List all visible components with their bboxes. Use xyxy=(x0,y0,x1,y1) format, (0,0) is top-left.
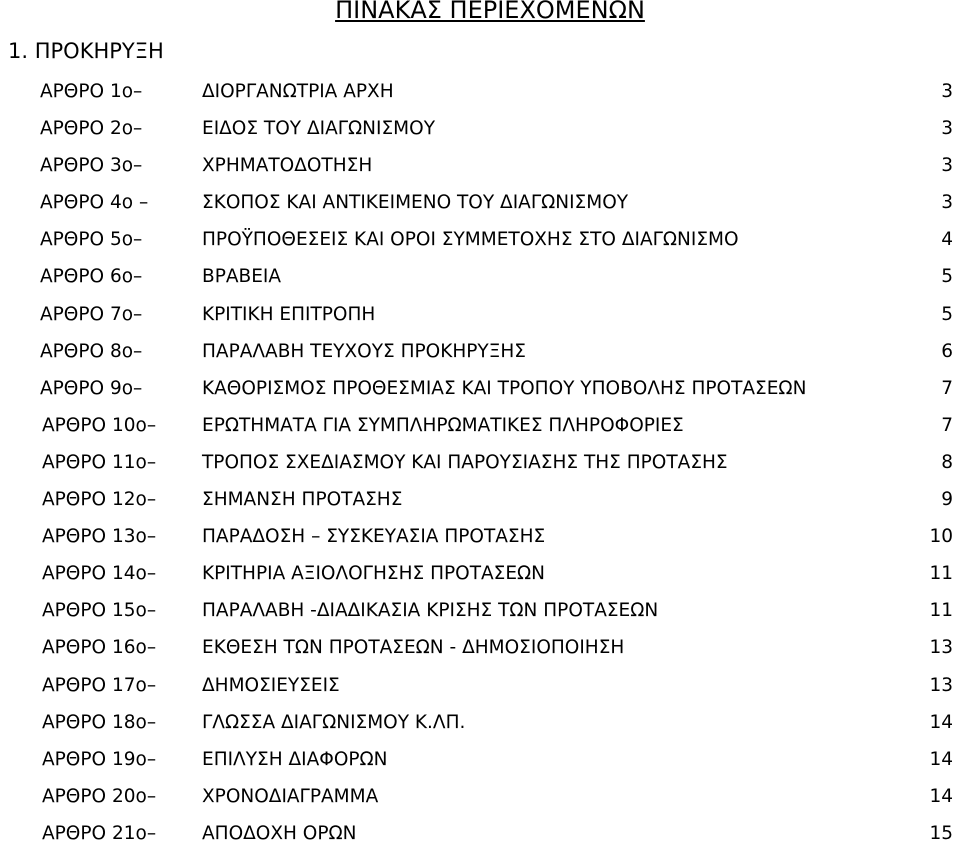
toc-article-title: ΠΑΡΑΔΟΣΗ – ΣΥΣΚΕΥΑΣΙΑ ΠΡΟΤΑΣΗΣ xyxy=(202,526,546,548)
toc-row xyxy=(0,778,960,815)
toc-article-title: ΠΡΟΫΠΟΘΕΣΕΙΣ ΚΑΙ ΟΡΟΙ ΣΥΜΜΕΤΟΧΗΣ ΣΤΟ ΔΙΑΓΩΝΙΣΜΟ xyxy=(202,229,739,251)
toc-page-number: 13 xyxy=(929,637,953,659)
toc-row xyxy=(0,704,960,741)
toc-article-title: ΣΗΜΑΝΣΗ ΠΡΟΤΑΣΗΣ xyxy=(202,489,403,511)
toc-page-number: 13 xyxy=(929,674,953,696)
toc-article-title: ΓΛΩΣΣΑ ΔΙΑΓΩΝΙΣΜΟΥ Κ.ΛΠ. xyxy=(202,711,466,733)
section-heading: 1. ΠΡΟΚΗΡΥΞΗ xyxy=(8,39,164,63)
toc-page-number: 4 xyxy=(941,229,953,251)
toc-page-number: 7 xyxy=(941,414,953,436)
toc-row xyxy=(0,592,960,629)
toc-article-title: ΠΑΡΑΛΑΒΗ -ΔΙΑΔΙΚΑΣΙΑ ΚΡΙΣΗΣ ΤΩΝ ΠΡΟΤΑΣΕΩΝ xyxy=(202,600,659,622)
toc-row xyxy=(0,333,960,370)
toc-page-number: 10 xyxy=(929,526,953,548)
toc-article-number: ΑΡΘΡΟ 8ο– xyxy=(40,340,143,362)
toc-row xyxy=(0,629,960,666)
toc-row xyxy=(0,296,960,333)
toc-article-title: ΕΠΙΛΥΣΗ ΔΙΑΦΟΡΩΝ xyxy=(202,748,388,770)
toc-page-number: 14 xyxy=(929,748,953,770)
toc-article-number: ΑΡΘΡΟ 11ο– xyxy=(42,451,157,473)
toc-article-title: ΤΡΟΠΟΣ ΣΧΕΔΙΑΣΜΟΥ ΚΑΙ ΠΑΡΟΥΣΙΑΣΗΣ ΤΗΣ ΠΡΟΤΑΣΗΣ xyxy=(202,451,728,473)
toc-page-number: 3 xyxy=(941,155,953,177)
toc-row xyxy=(0,481,960,518)
toc-article-number: ΑΡΘΡΟ 4ο – xyxy=(40,192,149,214)
toc-row xyxy=(0,370,960,407)
toc-article-number: ΑΡΘΡΟ 5ο– xyxy=(40,229,143,251)
toc-row xyxy=(0,667,960,704)
toc-page-number: 3 xyxy=(941,81,953,102)
toc-page-number: 14 xyxy=(929,785,953,807)
toc-article-title: ΒΡΑΒΕΙΑ xyxy=(202,266,281,288)
toc-article-number: ΑΡΘΡΟ 6ο– xyxy=(40,266,143,288)
toc-article-title: ΔΙΟΡΓΑΝΩΤΡΙΑ ΑΡΧΗ xyxy=(202,81,394,102)
toc-row xyxy=(0,444,960,481)
toc-article-title: ΔΗΜΟΣΙΕΥΣΕΙΣ xyxy=(202,674,340,696)
toc-article-title: ΣΚΟΠΟΣ ΚΑΙ ΑΝΤΙΚΕΙΜΕΝΟ ΤΟΥ ΔΙΑΓΩΝΙΣΜΟΥ xyxy=(202,192,629,214)
toc-row xyxy=(0,741,960,778)
toc-article-number: ΑΡΘΡΟ 9ο– xyxy=(40,377,143,399)
toc-page-number: 3 xyxy=(941,192,953,214)
toc-row xyxy=(0,147,960,184)
toc-article-number: ΑΡΘΡΟ 14ο– xyxy=(42,563,157,585)
toc-article-number: ΑΡΘΡΟ 12ο– xyxy=(42,489,157,511)
toc-article-number: ΑΡΘΡΟ 7ο– xyxy=(40,303,143,325)
toc-row xyxy=(0,73,960,110)
toc-page-number: 6 xyxy=(941,340,953,362)
toc-article-number: ΑΡΘΡΟ 17ο– xyxy=(42,674,157,696)
toc-article-number: ΑΡΘΡΟ 10ο– xyxy=(42,414,157,436)
toc-article-title: ΕΚΘΕΣΗ ΤΩΝ ΠΡΟΤΑΣΕΩΝ - ΔΗΜΟΣΙΟΠΟΙΗΣΗ xyxy=(202,637,625,659)
toc-article-number: ΑΡΘΡΟ 15ο– xyxy=(42,600,157,622)
toc-article-title: ΠΑΡΑΛΑΒΗ ΤΕΥΧΟΥΣ ΠΡΟΚΗΡΥΞΗΣ xyxy=(202,340,526,362)
toc-page-number: 5 xyxy=(941,303,953,325)
toc-article-title: ΑΠΟΔΟΧΗ ΟΡΩΝ xyxy=(202,822,357,844)
toc-article-title: ΚΡΙΤΗΡΙΑ ΑΞΙΟΛΟΓΗΣΗΣ ΠΡΟΤΑΣΕΩΝ xyxy=(202,563,546,585)
toc-page-number: 5 xyxy=(941,266,953,288)
toc-article-number: ΑΡΘΡΟ 3ο– xyxy=(40,155,143,177)
toc-page-number: 15 xyxy=(929,822,953,844)
toc-row xyxy=(0,221,960,258)
toc-article-title: ΧΡΟΝΟΔΙΑΓΡΑΜΜΑ xyxy=(202,785,379,807)
table-of-contents xyxy=(0,73,960,852)
toc-article-title: ΧΡΗΜΑΤΟΔΟΤΗΣΗ xyxy=(202,155,373,177)
toc-row xyxy=(0,110,960,147)
toc-article-number: ΑΡΘΡΟ 2ο– xyxy=(40,118,143,140)
toc-row xyxy=(0,815,960,852)
toc-article-number: ΑΡΘΡΟ 18ο– xyxy=(42,711,157,733)
toc-article-title: ΕΙΔΟΣ ΤΟΥ ΔΙΑΓΩΝΙΣΜΟΥ xyxy=(202,118,435,140)
toc-row xyxy=(0,407,960,444)
toc-page-number: 3 xyxy=(941,118,953,140)
toc-page-number: 7 xyxy=(941,377,953,399)
toc-article-number: ΑΡΘΡΟ 1ο– xyxy=(40,81,143,102)
toc-article-number: ΑΡΘΡΟ 13ο– xyxy=(42,526,157,548)
toc-article-number: ΑΡΘΡΟ 16ο– xyxy=(42,637,157,659)
toc-page-number: 11 xyxy=(929,563,953,585)
toc-article-title: ΕΡΩΤΗΜΑΤΑ ΓΙΑ ΣΥΜΠΛΗΡΩΜΑΤΙΚΕΣ ΠΛΗΡΟΦΟΡΙΕΣ xyxy=(202,414,684,436)
toc-article-title: ΚΡΙΤΙΚΗ ΕΠΙΤΡΟΠΗ xyxy=(202,303,376,325)
page-title: ΠΙΝΑΚΑΣ ΠΕΡΙΕΧΟΜΕΝΩΝ xyxy=(335,0,645,24)
toc-row xyxy=(0,555,960,592)
toc-article-number: ΑΡΘΡΟ 19ο– xyxy=(42,748,157,770)
toc-page-number: 11 xyxy=(929,600,953,622)
toc-row xyxy=(0,258,960,295)
toc-row xyxy=(0,184,960,221)
toc-page-number: 9 xyxy=(941,489,953,511)
toc-page-number: 8 xyxy=(941,451,953,473)
toc-article-title: ΚΑΘΟΡΙΣΜΟΣ ΠΡΟΘΕΣΜΙΑΣ ΚΑΙ ΤΡΟΠΟΥ ΥΠΟΒΟΛΗΣ ΠΡΟΤΑΣΕΩΝ xyxy=(202,377,807,399)
toc-article-number: ΑΡΘΡΟ 21ο– xyxy=(42,822,157,844)
toc-page-number: 14 xyxy=(929,711,953,733)
toc-row xyxy=(0,518,960,555)
toc-article-number: ΑΡΘΡΟ 20ο– xyxy=(42,785,157,807)
